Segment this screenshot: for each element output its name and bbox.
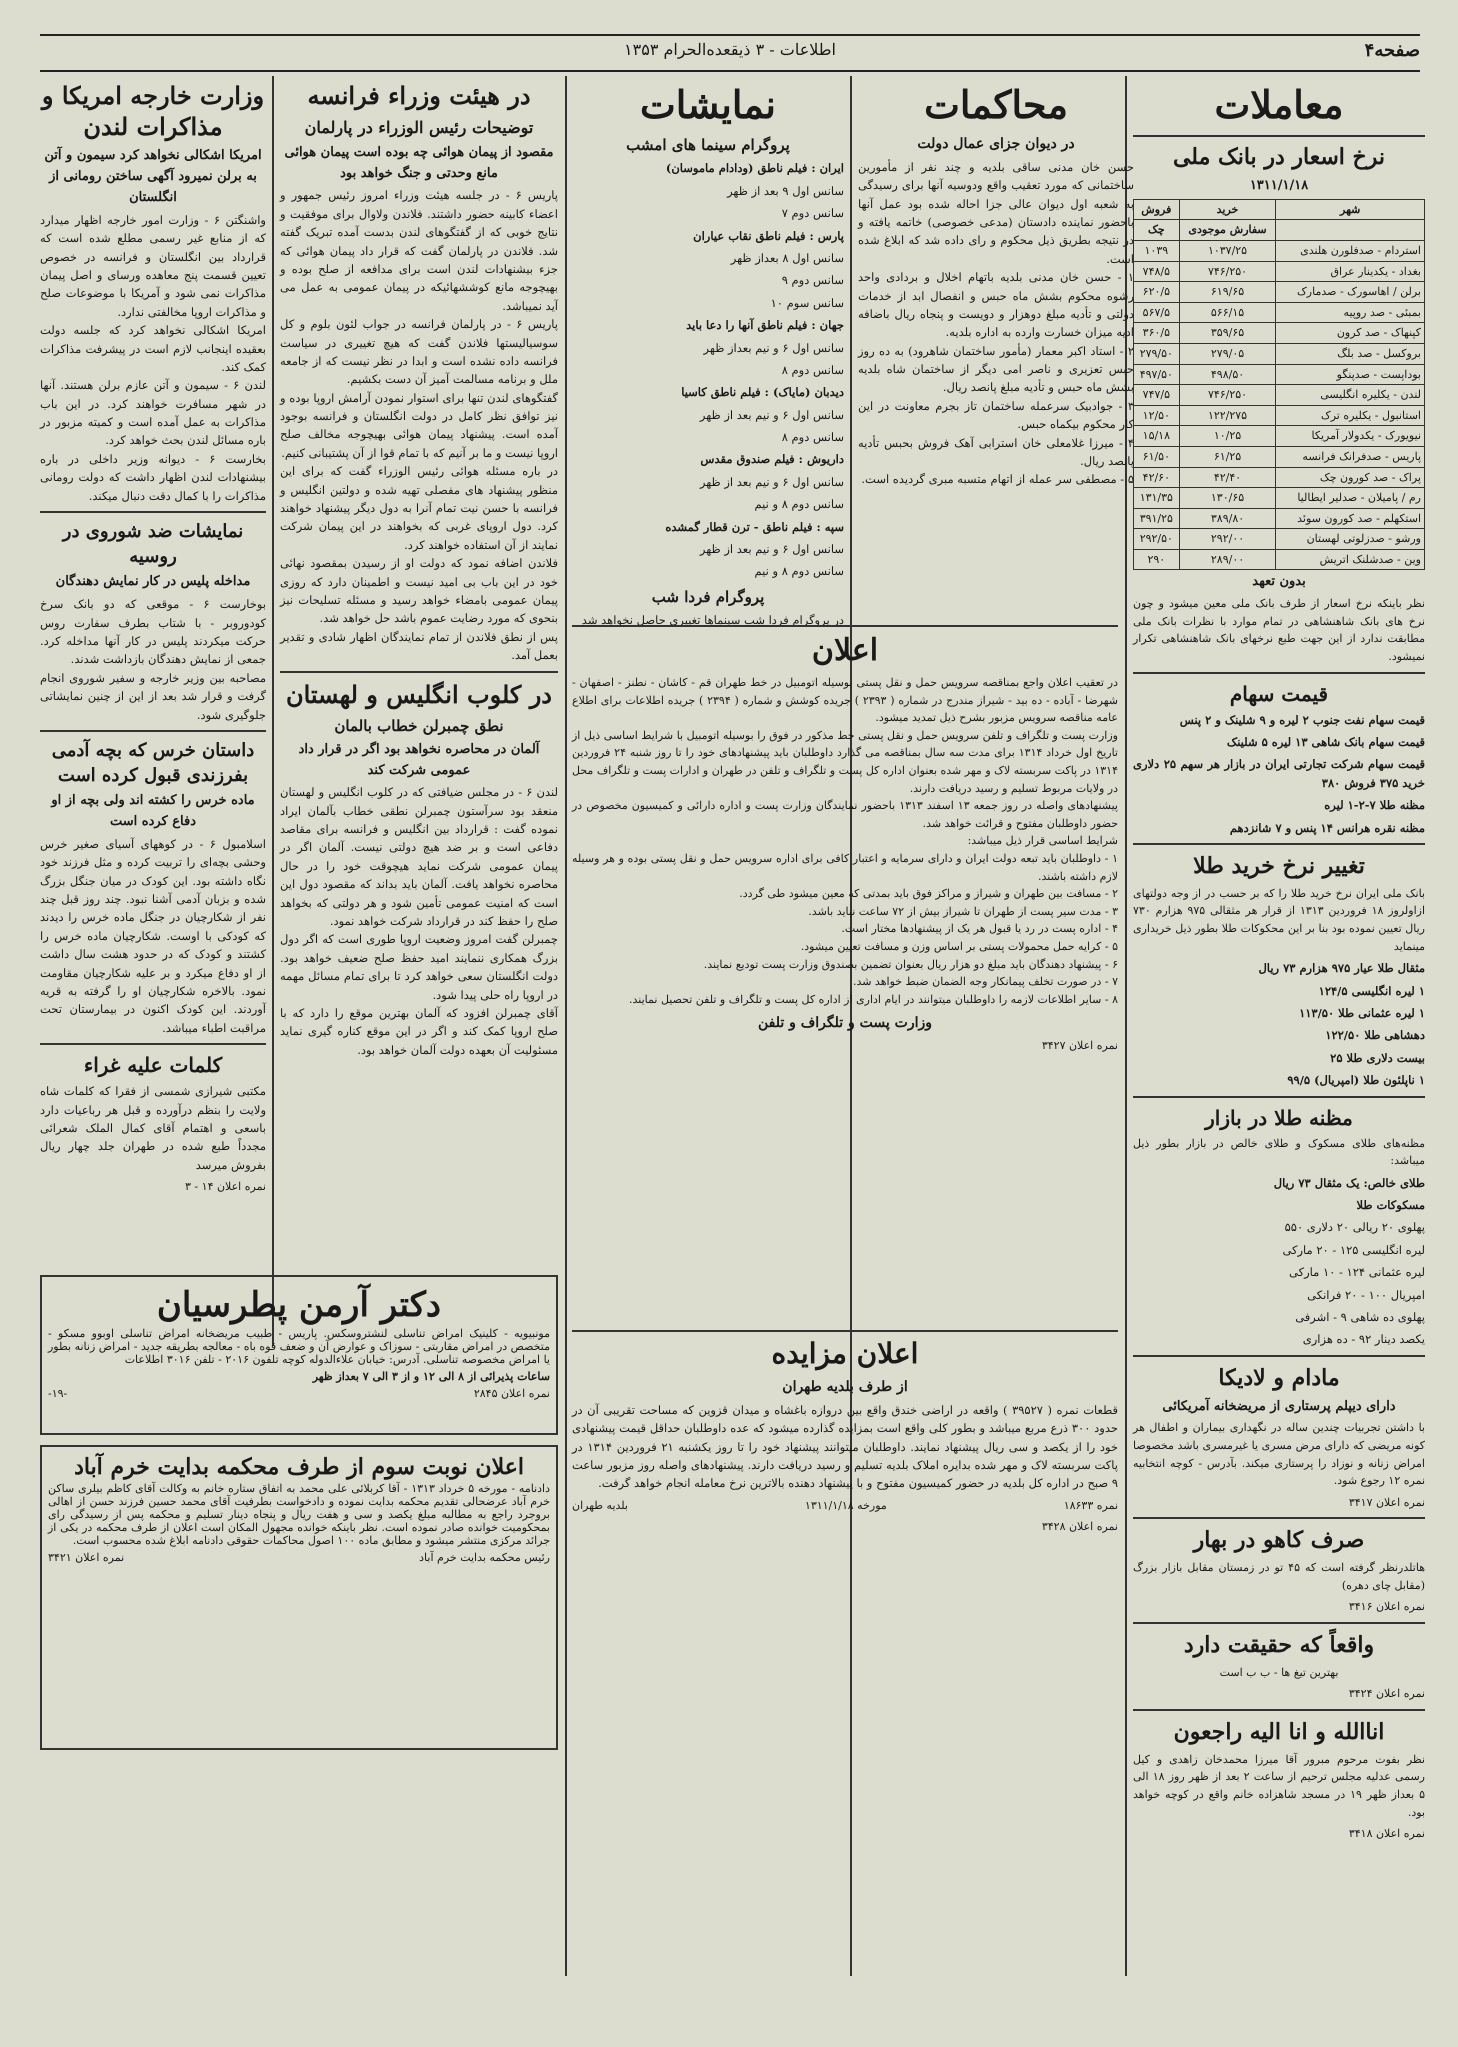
page-number: صفحه۴ — [1364, 40, 1420, 61]
fact-text: بهترین تیغ ها - ب ب است — [1219, 1665, 1339, 1679]
foreign-body: واشنگتن ۶ - وزارت امور خارجه اظهار میدارد که از منابع غیر رسمی مطلع شده است که قرارداد بین انگلستان و فرانسه در خصوص تعیین قسمت پنج معاهده ورسای و اصل پیمان مذاکرات نمی شود و آمریکا با موضوعات صلح و مذاکرات اروپا مخالفتی ندارد. امریکا اشکالی نخواهد کرد که جلسه دولت بعقیده اینجانب لازم است در پیشرفت مذاکرات کمک کند. لندن ۶ - سیمون و آتن عازم برلن هستند. آنها در شهر مسافرت خواهند کرد. در این باب مذاکرات به عمل آمده است و کمیته مزبور در باره مسائل لندن بحث خواهد کرد. بخارست ۶ - دیوانه وزیر داخلی در باره بیشنهادات لندن اظهار داشت که دولت رومانی مذاکرات را با کمال دقت دنبال میکند. — [40, 212, 266, 503]
exchange-rates-table — [1133, 199, 1425, 571]
table-row: استکهلم - صد کورون سوئد ۳۸۹/۸۰ ۳۹۱/۲۵ — [1134, 508, 1425, 529]
auction-date: مورخه ۱۳۱۱/۱/۱۸ — [804, 1498, 887, 1512]
court-footer: رئیس محکمه بدایت خرم آباد — [419, 1550, 550, 1564]
table-row: استردام - صدفلورن هلندی ۱۰۳۷/۲۵ ۱۰۳۹ — [1134, 240, 1425, 261]
france-kicker: مقصود از پیمان هوائی چه بوده است پیمان هوائی مانع وحدتی و جنگ خواهد بود — [284, 144, 554, 181]
cinema-time: سانس دوم ۷ — [781, 206, 844, 221]
court-title: اعلان نوبت سوم از طرف محکمه بدایت خرم آباد — [74, 1454, 524, 1480]
gold-item: ۱ لیره انگلیسی ۱۲۴/۵ — [1318, 983, 1425, 998]
program-title: پروگرام سینما های امشب — [626, 136, 790, 155]
bazaar-title: مظنه طلا در بازار — [1205, 1105, 1353, 1130]
cinema-time: سانس سوم ۱۰ — [770, 295, 844, 310]
doctor-meta — [48, 1387, 550, 1400]
th-sub-order: سفارش موجودی — [1179, 220, 1276, 241]
cinema-time: سانس دوم ۸ و نیم — [754, 497, 844, 512]
doctor-footer: نمره اعلان ۲۸۴۵ — [473, 1387, 550, 1401]
bazaar-item: مسکوکات طلا — [1356, 1198, 1425, 1213]
tomorrow-title: پروگرام فردا شب — [651, 587, 765, 606]
cinema-name: سپه — [824, 519, 844, 534]
divider — [1133, 843, 1425, 845]
kahu-footer: نمره اعلان ۳۴۱۶ — [1348, 1600, 1425, 1614]
madame-sub: دارای دیپلم پرستاری از مریضخانه آمریکائی — [1162, 1398, 1396, 1414]
announcement-signature: وزارت پست و تلگراف و تلفن — [757, 1015, 933, 1032]
masthead-date: اطلاعات - ۳ ذیقعده‌الحرام ۱۳۵۳ — [624, 40, 836, 59]
divider — [280, 671, 558, 673]
table-row: پراک - صد کورون چک ۴۲/۴۰ ۴۲/۶۰ — [1134, 467, 1425, 488]
club-title: در کلوب انگلیس و لهستان — [285, 679, 552, 709]
table-row: وین - صدشلنک اتریش ۲۸۹/۰۰ ۲۹۰ — [1134, 549, 1425, 570]
share-item: قیمت سهام شرکت تجارتی ایران در بازار هر سهم ۲۵ دلاری خرید ۳۷۵ فروش ۳۸۰ — [1133, 757, 1425, 790]
masthead — [40, 34, 1420, 72]
kalamat-text: مکتبی شیرازی شمسی از فقرا که کلمات شاه ولایت را بنظم درآورده و قبل هر رباعیات دارد باسعی و اهتمام آقای کمال الملک شعرائی مجدداً طبع شده در طهران جلد چهار ریال بفروش میرسد — [40, 1084, 266, 1172]
cinema-film: فیلم صندوق مقدس — [700, 452, 795, 467]
bazaar-item: لیره انگلیسی ۱۲۵ - ۲۰ مارکی — [1282, 1242, 1425, 1257]
auction-num: نمره ۱۸۶۳۳ — [1063, 1498, 1118, 1512]
club-kicker: آلمان در محاصره نخواهد بود اگر در قرار داد عمومی شرکت کند — [298, 741, 540, 778]
share-item: قیمت سهام بانک شاهی ۱۳ لیره ۵ شلینک — [1226, 735, 1425, 750]
gold-text: بانک ملی ایران نرخ خرید طلا را که بر حسب در از وجه دولتهای ازاولروز ۱۸ فروردین ۱۳۱۳ از قرار هر مثقالی ۹۷۵ هزارم ۷۳۰ ریال تعیین نموده بود بنا بر این محکوکات طلا بطور ذیل خریداری مینماید — [1133, 886, 1426, 953]
auction-body: قطعات نمره ( ۳۹۵۲۷ ) واقعه در اراضی خندق واقع بین دروازه باغشاه و میدان قزوین که مساحت تقریبی آن در حدود ۳۰۰ ذرع مربع میباشد و بطور کلی واقع است بمزایده گذارده میشود که عده داوطلبان حداقل قیمت پیشنهادی خود را از یکصد و سی ریال پیشنهاد نمایند. داوطلبان میتوانند پیشنهاد خود را تا روز یکشنبه ۲۱ فروردین ۱۳۱۴ در پاکت سربسته لاک و مهر شده بدایره املاک بلدیه تسلیم و رسید دریافت دارند. پیشنهادهای واصله روز مزبور ساعت ۹ صبح در اداره کل بلدیه در حضور کمیسیون مفتوح و با پیشنهاد دهنده بالاترین نرخ معامله انجام خواهد گرفت. — [572, 1402, 1119, 1491]
auction-meta — [572, 1497, 1118, 1515]
bazaar-item: امپریال ۱۰۰ - ۲۰ فرانکی — [1307, 1287, 1425, 1302]
trials-subtitle: در دیوان جزای عمال دولت — [917, 136, 1075, 153]
share-item: مظنه نقره هرانس ۱۴ پنس و ۷ شانزدهم — [1229, 820, 1425, 835]
divider — [1133, 1517, 1425, 1519]
kalamat-footer: نمره اعلان ۱۴ - ۳ — [185, 1180, 266, 1194]
table-row: کپنهاک - صد کرون ۳۵۹/۶۵ ۳۶۰/۵ — [1134, 323, 1425, 344]
table-row: بروکسل - صد بلگ ۲۷۹/۰۵ ۲۷۹/۵۰ — [1134, 343, 1425, 364]
divider — [40, 511, 266, 513]
divider — [1133, 135, 1425, 137]
column-trials — [858, 76, 1134, 616]
doctor-hours: ساعات پذیرائی از ۸ الی ۱۲ و از ۳ الی ۷ بعداز ظهر — [312, 1370, 550, 1384]
france-subtitle: توضیحات رئیس الوزراء در پارلمان — [304, 118, 534, 138]
cinema-name: ایران — [819, 161, 844, 176]
fact-footer: نمره اعلان ۳۴۲۴ — [1348, 1687, 1425, 1701]
bazaar-text: مظنه‌های طلای مسکوک و طلای خالص در بازار بطور ذیل میباشد: — [1133, 1136, 1425, 1168]
table-row: برلن / اهاسورک - صدمارک ۶۱۹/۶۵ ۶۲۰/۵ — [1134, 282, 1425, 303]
doctor-ad — [40, 1275, 558, 1435]
cinema-film: فیلم ناطق کاسیا — [681, 385, 761, 400]
cinema-entry: ایران : فیلم ناطق (ودادام ماموسان) سانس اول ۹ بعد از ظهر سانس دوم ۷ — [572, 159, 844, 222]
column-rule — [565, 76, 567, 1976]
gold-item: بیست دلاری طلا ۲۵ — [1330, 1050, 1425, 1065]
club-sub: نطق چمبرلن خطاب بالمان — [334, 716, 504, 735]
cinema-time: سانس اول ۶ و نیم بعد از ظهر — [699, 542, 844, 557]
table-row: رم / پامیلان - صدلیر ایطالیا ۱۳۰/۶۵ ۱۳۱/۳۵ — [1134, 488, 1425, 509]
gold-title: تغییر نرخ خرید طلا — [1193, 852, 1365, 879]
cinema-name: پارس — [817, 228, 844, 243]
auction-sub: از طرف بلدیه طهران — [782, 1379, 908, 1396]
announcement-post — [572, 625, 1118, 1327]
cinema-name: جهان — [819, 318, 844, 333]
inna-text: نظر بفوت مرحوم مبرور آقا میرزا محمدخان زاهدی و کیل رسمی عدلیه مجلس ترحیم از ساعت ۲ بعد از ظهر روز ۱۸ الی ۵ بعداز ظهر ۱۹ در مسجد شاهزاده خانم واقع در کوچه خواهد بود. — [1133, 1752, 1425, 1819]
table-row: ورشو - صدزلوتی لهستان ۲۹۲/۰۰ ۲۹۲/۵۰ — [1134, 529, 1425, 550]
trials-body: حسن خان مدنی ساقی بلدیه و چند نفر از مأمورین ساختمانی که مورد تعقیب واقع ودوسیه آنها برای رسیدگی به شعبه اول دیوان عالی جزا احاله شده بود عمل آنها باحضور نماینده دادستان (مدعی خصوصی) خاتمه یافته و در نتیجه بطریق ذیل محکوم و رای داده شد که ابلاغ شده است. ۱ - حسن خان مدنی بلدیه باتهام اخلال و بردادی واحد رشوه محکوم بشش ماه حبس و انفصال ابد از خدمات دولتی و تأدیه مبلغ دوهزار و دویست و پنجاه ریال باضافه ادیه میزان خسارت وارده به اداره بلدیه. ۲ - استاد اکبر معمار (مأمور ساختمان شاهرود) به ده روز حبس تعزیری و ناصر امی دیگر از ساختمان شاه بلدیه بشش ماه حبس و تأدیه مبلغ پانصد ریال. ۳ - جوادبیک سرعمله ساختمان تاز بجرم معاونت در این کار محکوم بیکماه حبس. ۴ - میرزا غلامعلی خان استرابی آهک فروش بحبس تأدیه پانصد ریال. ۵ - مصطفی سر عمله از اتهام متسبه مبری گردیده است. — [858, 159, 1134, 487]
th-sub-check: چک — [1134, 220, 1180, 241]
foreign-kicker: امریکا اشکالی نخواهد کرد سیمون و آتن به برلن نمیرود آگهی ساختن رومانی از انگلستان — [44, 148, 262, 205]
table-row: استانبول - یکلیره ترک ۱۲۲/۲۷۵ ۱۲/۵۰ — [1134, 405, 1425, 426]
rates-footer: بدون تعهد — [1252, 574, 1306, 590]
court-body: دادنامه - مورخه ۵ خرداد ۱۳۱۳ - آقا کربلائی علی محمد به اتفاق ستاره خانم به وکالت آقای کاظم بیلری ساکن خرم آباد عرضحالی تقدیم محکمه بدایت نموده و دادخواست بطرفیت آقای محمد حسین فرزند حسن از اهالی بروجرد راجع به مطالبه مبلغ یکصد و سی و هفت ریال و پنجاه دینار تسلیم و محکمه پس از رسیدگی رای بمحکومیت خوانده صادر نموده است. نظر باینکه خوانده مجهول المکان است اعلان از طرف محکمه در یکی از جرائد مرکزی منتشر میشود و مطابق ماده ۱۰۰ اصول محاکمات حقوقی دادنامه ابلاغ شده محسوب است. — [48, 1481, 550, 1547]
bazaar-item: پهلوی ۲۰ ریالی ۲۰ دلاری ۵۵۰ — [1284, 1220, 1425, 1235]
announcement-title: اعلان — [811, 633, 879, 668]
cinema-time: سانس اول ۹ بعد از ظهر — [727, 183, 844, 198]
divider — [40, 1043, 266, 1045]
kahu-title: صرف کاهو در بهار — [1193, 1527, 1365, 1554]
section-title-transactions: معاملات — [1214, 82, 1344, 127]
cinema-name: داریوش — [806, 452, 844, 467]
table-row: لندن - یکلیره انگلیسی ۷۴۶/۲۵۰ ۷۴۷/۵ — [1134, 385, 1425, 406]
cinema-entry: جهان : فیلم ناطق آنها را دعا باید سانس اول ۶ و نیم بعداز ظهر سانس دوم ۸ — [572, 316, 844, 379]
france-title: در هیئت وزراء فرانسه — [307, 81, 531, 110]
soviet-title: نمایشات ضد شوروی در روسیه — [62, 521, 244, 568]
column-rule — [272, 76, 274, 1346]
announcement-body: در تعقیب اعلان واجع بمناقصه سرویس حمل و نقل پستی بوسیله اتومبیل در خط طهران قم - کاشان - نطنز - اصفهان - شهرضا - آباده - ده بید - شیراز مندرج در شماره ( ۲۳۹۳ ) جریده کوشش و شماره ( ۲۳۹۴ ) جریده اطلاعات برای اطلاع عامه مناقصه سرویس مزبور بشرح ذیل تمدید میشود. وزارت پست و تلگراف و تلفن سرویس حمل و نقل پستی خط مذکور در فوق را بوسیله اتومبیل با شرایط اساسی ذیل از تاریخ اول خرداد ۱۳۱۴ برای مدت سه سال بمناقصه می گذارد داوطلبان باید پیشنهادهای خود را تا روز شنبه ۲۴ فروردین ۱۳۱۴ در پاکت سربسته لاک و مهر شده بعنوان اداره کل پست و تلگراف و تلفن در طهران و ادارات پست و تلگراف محل در ولایات مربوط تسلیم و رسید دریافت دارند. پیشنهادهای واصله در روز جمعه ۱۳ اسفند ۱۳۱۳ باحضور نمایندگان وزارت پست و اداره دارائی و کمیسیون مخصوص در حضور داوطلبان مفتوح و قرائت خواهد شد. شرایط اساسی قرار ذیل میباشد: ۱ - داوطلبان باید تبعه دولت ایران و دارای سرمایه و اعتبار کافی برای اداره سرویس حمل و نقل پستی بوده و هر وسیله لازم داشته باشند. ۲ - مسافت بین طهران و شیراز و مراکز فوق باید بمدتی که معین میشود طی گردد. ۳ - مدت سیر پست از طهران تا شیراز بیش از ۷۲ ساعت نباید باشد. ۴ - اداره پست در رد یا قبول هر یک از پیشنهادها مختار است. ۵ - کرایه حمل محمولات پستی بر اساس وزن و مسافت تعیین میشود. ۶ - پیشنهاد دهندگان باید مبلغ دو هزار ریال بعنوان تضمین بصندوق وزارت پست تودیع نمایند. ۷ - در صورت تخلف پیمانکار وجه الضمان ضبط خواهد شد. ۸ - سایر اطلاعات لازمه را داوطلبان میتوانند در ایام اداری از اداره کل پست و تلگراف و تلفن تحصیل نمایند. — [572, 676, 1118, 1006]
auction-title: اعلان مزایده — [771, 1337, 919, 1370]
shares-title: قیمت سهام — [1229, 681, 1329, 706]
cinema-entry: داریوش : فیلم صندوق مقدس سانس اول ۶ و نیم بعد از ظهر سانس دوم ۸ و نیم — [572, 450, 844, 513]
table-row: بوداپست - صدپنگو ۴۹۸/۵۰ ۴۹۷/۵۰ — [1134, 364, 1425, 385]
kahu-text: هاتلدرنظر گرفته است که ۴۵ تو در زمستان مقابل بازار بزرگ (مقابل چای دهره) — [1133, 1561, 1425, 1592]
cinema-film: فیلم ناطق (ودادام ماموسان) — [665, 161, 808, 176]
bear-sub: ماده خرس را کشته اند ولی بچه از او دفاع کرده است — [51, 793, 255, 830]
table-row: پاریس - صدفرانک فرانسه ۶۱/۲۵ ۶۱/۵۰ — [1134, 446, 1425, 467]
inna-footer: نمره اعلان ۳۴۱۸ — [1348, 1827, 1425, 1841]
cinema-time: سانس دوم ۸ — [781, 362, 844, 377]
cinema-entry: دیدبان (مایاک) : فیلم ناطق کاسیا سانس اول ۶ و نیم بعد از ظهر سانس دوم ۸ — [572, 383, 844, 446]
cinema-time: سانس دوم ۹ — [781, 273, 844, 288]
column-transactions — [1133, 76, 1425, 1976]
cinema-time: سانس اول ۶ و نیم بعد از ظهر — [699, 407, 844, 422]
madame-text: با داشتن تجربیات چندین ساله در نگهداری بیماران و اطفال هر کونه مریضی که دارای مرض مسری یا غیرمسری باشد مخصوصا امراض زنانه و نوزاد را پرستاری میکند. بآدرس - کوچه انتخابیه نمره ۱۲ رجوع شود. — [1133, 1421, 1425, 1488]
cinema-film: فیلم ناطق نقاب عیاران — [693, 228, 806, 243]
divider — [1133, 1355, 1425, 1357]
auction-sig: بلدیه طهران — [572, 1498, 628, 1512]
cinema-time: سانس دوم ۸ — [781, 430, 844, 445]
table-row: بمبئی - صد روپیه ۵۶۶/۱۵ ۵۶۷/۵ — [1134, 302, 1425, 323]
gold-item: دهشاهی طلا ۱۲۲/۵۰ — [1325, 1028, 1425, 1043]
divider — [1133, 1622, 1425, 1624]
cinema-time: سانس اول ۶ و نیم بعد از ظهر — [699, 474, 844, 489]
cinema-entry: سپه : فیلم ناطق - ترن قطار گمشده سانس اول ۶ و نیم بعد از ظهر سانس دوم ۸ و نیم — [572, 518, 844, 581]
gold-item: مثقال طلا عیار ۹۷۵ هزارم ۷۳ ریال — [1258, 961, 1425, 976]
cinema-film: فیلم ناطق - ترن قطار گمشده — [665, 519, 813, 534]
announcement-footer: نمره اعلان ۳۴۲۷ — [1041, 1038, 1118, 1052]
rates-note: نظر باینکه نرخ اسعار از طرف بانک ملی معین میشود و چون نرخ های بانک شاهنشاهی در تمام موارد با نظرات بانک ملی مطابقت ندارد از این جهت طبع نرخهای بانک شاهنشاهی تکرار نمیشود. — [1133, 597, 1425, 664]
cinema-time: سانس اول ۶ و نیم بعداز ظهر — [703, 340, 844, 355]
inna-title: اناالله و انا الیه راجعون — [1173, 1718, 1385, 1745]
court-meta — [48, 1551, 550, 1564]
column-france — [280, 76, 558, 1266]
bear-title: داستان خرس که بچه آدمی بفرزندی قبول کرده است — [51, 739, 255, 787]
gold-item: ۱ لیره عثمانی طلا ۱۱۳/۵۰ — [1299, 1005, 1425, 1020]
divider — [40, 730, 266, 732]
bazaar-item: لیره عثمانی ۱۲۴ - ۱۰ مارکی — [1289, 1265, 1425, 1280]
soviet-body: بوخارست ۶ - موقعی که دو بانک سرخ کودوروبر - با شتاب بطرف سفارت روس حرکت میکردند پلیس در کار آنها مداخله کرد. جمعی از نمایش دهندگان بازداشت شدند. مصاحبه بین وزیر خارجه و سفیر شوروی انجام گرفت و قرار شد بعد از این از چنین نمایشاتی جلوگیری شود. — [40, 597, 266, 722]
rates-date: ۱۳۱۱/۱/۱۸ — [1249, 177, 1309, 193]
bazaar-item: طلای خالص: یک مثقال ۷۳ ریال — [1273, 1175, 1425, 1190]
auction-notice — [572, 1330, 1118, 1667]
madame-title: مادام و لادیکا — [1218, 1364, 1340, 1391]
doctor-title: دکتر آرمن پطرسیان — [156, 1285, 442, 1325]
divider — [1133, 672, 1425, 674]
soviet-sub: مداخله پلیس در کار نمایش دهندگان — [55, 574, 251, 590]
tomorrow-text: در پروگرام فردا شب سینماها تغییری حاصل نخواهد شد — [581, 612, 844, 627]
section-title-shows: نمایشات — [640, 82, 776, 127]
bazaar-item: پهلوی ده شاهی ۹ - اشرفی — [1295, 1310, 1425, 1325]
rates-title: نرخ اسعار در بانک ملی — [1172, 144, 1386, 171]
bear-body: اسلامبول ۶ - در کوههای آسیای صغیر خرس وحشی بچه‌ای را تربیت کرده و مثل فرزند خود نگاه داشته بود. این کودک در میان جنگل بزرگ شده و بزبان آدمی آشنا نبود. چند روز قبل چند نفر از شکارچیان در جنگل ماده خرس را دیدند که کودکی با اوست. شکارچیان ماده خرس را کشتند و کودک که در حدود هشت سال داشت از او دفاع میکرد و بر علیه شکارچیان مقاومت نمود. بالاخره شکارچیان او را گرفته به قریه آوردند. این کودک اکنون در بیمارستان تحت مراقبت اطباء میباشد. — [40, 836, 266, 1035]
section-title-trials: محاکمات — [924, 82, 1068, 127]
foreign-title: وزارت خارجه امریکا و مذاکرات لندن — [41, 81, 265, 142]
kalamat-title: کلمات علیه غراء — [83, 1053, 223, 1078]
court-notice — [40, 1445, 558, 1750]
th-buy: خرید — [1179, 199, 1276, 220]
court-num: نمره اعلان ۳۴۲۱ — [48, 1550, 125, 1564]
fact-title: واقعاً که حقیقت دارد — [1183, 1631, 1375, 1658]
auction-footer: نمره اعلان ۳۴۲۸ — [1041, 1520, 1118, 1534]
divider — [1133, 1709, 1425, 1711]
cinema-name: دیدبان (مایاک) — [772, 385, 844, 400]
cinema-film: فیلم ناطق آنها را دعا باید — [686, 318, 808, 333]
share-item: مظنه طلا ۷-۲-۱ لیره — [1324, 798, 1425, 813]
madame-footer: نمره اعلان ۳۴۱۷ — [1348, 1495, 1425, 1509]
table-row: نیویورک - یکدولار آمریکا ۱۰/۲۵ ۱۵/۱۸ — [1134, 426, 1425, 447]
doctor-body: مونبیویه - کلینیک امراض تناسلی لنشتروسکس. پاریس - طبیب مریضخانه امراض تناسلی اوبوو مسکو - متخصص در امراض مقاربتی - سوزاک و عوارض آن و ضعف قوه باه - معالجه بطریقه جدید - امراض زنانه بطور یا امراض مخصوصه تناسلی. آدرس: خیابان علاءالدوله کوچه تلفون ۲۰۱۶ - تلفن ۳۰۱۶ اطلاعات — [48, 1327, 550, 1367]
france-body: پاریس ۶ - در جلسه هیئت وزراء امروز رئیس جمهور و اعضاء کابینه حضور داشتند. فلاندن ولاوال برای موفقیت و نتایج خوبی که از گفتگوهای لندن بدست آمده تبریک گفته شد. فلاندن در پارلمان گفت که قرار داد پیمان هوائی که جزء بیشنهادات لندن است برای مدافعه از صلح بوده و بهیچوجه مانع کوششهائیکه در پیمان عمومی به عمل می آید نمیباشد. پاریس ۶ - در پارلمان فرانسه در جواب لئون بلوم و کل سوسیالیستها فلاندن گفت که هیچ تغییری در سیاست فرانسه داده نشده است و ابدا در نظر نیست که از جامعه ملل و برنامه مسالمت آمیز آن دست بکشیم. گفتگوهای لندن تنها برای استوار نمودن آرامش اروپا بوده و نیز توافق نظر کامل در دولت انگلستان و فرانسه بوجود آمده است. پیشنهاد پیمان هوائی بهیچوجه مخالف صلح اروپا نیست و ما بر آنیم که با تمام قوا از آن پشتیبانی کنیم. در باره مسئله هوائی رئیس الوزراء گفت که برای این منظور پیشنهاد های مفصلی تهیه شده و دولتین انگلیس و فرانسه با حسن نیت تمام آنرا به دول دیگر پیشنهاد خواهند کرد. دول اروپای غربی که بخواهند در این پیمان شرکت نمایند از آن استفاده خواهند کرد. فلاندن اضافه نمود که دولت او از رسیدن بمقصود نهائی خود در این باب بی امید نیست و اطمینان دارد که روزی پیمان عمومی بامضاء خواهد رسید و مسئله تسلیحات نیز بنحوی که مورد رضایت عموم باشد حل خواهد شد. پس از نطق فلاندن از تمام نمایندگان اظهار شادی و تقدیر بعمل آمد. — [280, 188, 558, 663]
th-sell: فروش — [1134, 199, 1180, 220]
cinema-time: سانس دوم ۸ و نیم — [754, 564, 844, 579]
gold-item: ۱ ناپلئون طلا (امپریال) ۹۹/۵ — [1287, 1073, 1425, 1088]
share-item: قیمت سهام نفت جنوب ۲ لیره و ۹ شلینک و ۲ پنس — [1179, 712, 1425, 727]
bazaar-item: یکصد دینار ۹۲ - ده هزاری — [1302, 1332, 1425, 1347]
column-foreign — [40, 76, 266, 1266]
cinema-entry: پارس : فیلم ناطق نقاب عیاران سانس اول ۸ بعداز ظهر سانس دوم ۹ سانس سوم ۱۰ — [572, 227, 844, 313]
th-city: شهر — [1276, 199, 1425, 220]
cinema-time: سانس اول ۸ بعداز ظهر — [730, 250, 844, 265]
club-body: لندن ۶ - در مجلس ضیافتی که در کلوب انگلیس و لهستان منعقد بود سرآستون چمبرلن نطقی خطاب بآلمان ایراد نموده گفت : قرارداد بین انگلیس و فرانسه برای مقاصد دفاعی است و بر ضد هیچ دولتی نیست. آلمان اگر در پیمان عمومی شرکت نماید هیچوقت خود را در حال محاصره نخواهد یافت. آلمان باید بداند که مقصود دول این است که امنیت عمومی تأمین شود و هر دولتی که بخواهد صلح را حفظ کند در قرارداد شرکت خواهد نمود. چمبرلن گفت امروز وضعیت اروپا طوری است که اگر دول بزرگ همکاری ننمایند امید حفظ صلح ضعیف خواهد بود. دولت انگلستان سعی خواهد کرد تا برای تمام مسائل مهمه در اروپا راه حلی پیدا شود. آقای چمبرلن افزود که آلمان بهترین موقع را دارد که با صلح اروپا کمک کند و اگر در این موقع کناره گیری نماید مسئولیت آن بعهده دولت آلمان خواهد بود. — [280, 785, 558, 1057]
column-shows — [572, 76, 844, 627]
divider — [1133, 1096, 1425, 1098]
doctor-num: -۱۹- — [48, 1387, 68, 1401]
th-empty — [1276, 220, 1425, 241]
table-row: بغداد - یکدینار عراق ۷۴۶/۲۵۰ ۷۴۸/۵ — [1134, 261, 1425, 282]
